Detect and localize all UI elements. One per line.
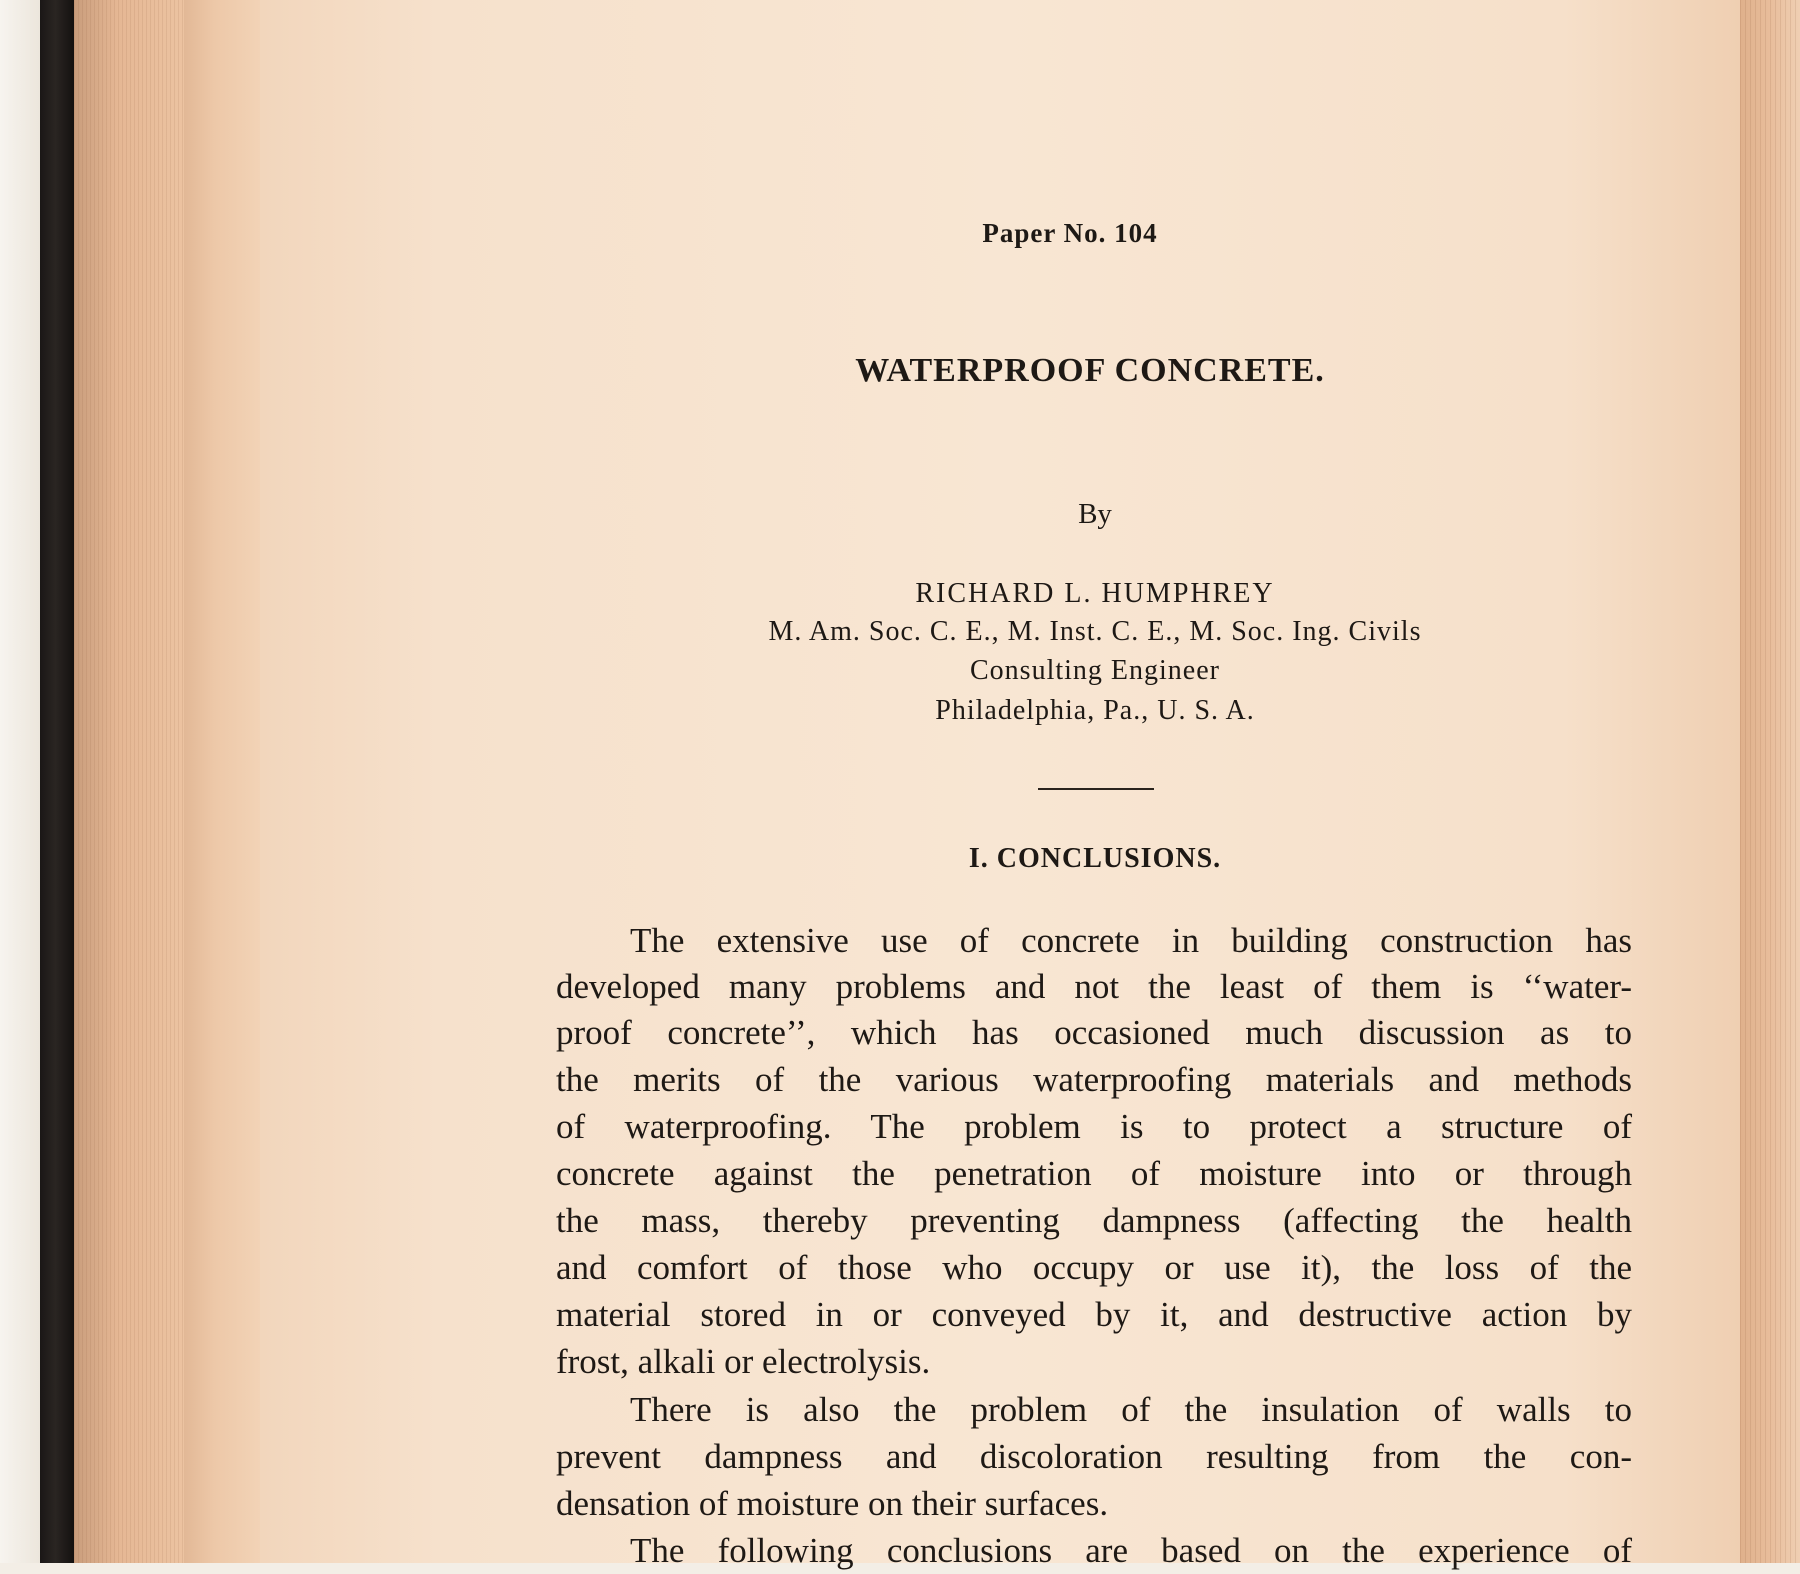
body-line: frost, alkali or electrolysis.	[556, 1342, 931, 1381]
body-line: The extensive use of concrete in building construction has	[630, 921, 1632, 960]
body-line: the mass, thereby preventing dampness (affecting the health	[556, 1201, 1632, 1240]
body-line: and comfort of those who occupy or use it), the loss of the	[556, 1248, 1632, 1287]
section-heading: I. CONCLUSIONS.	[968, 843, 1222, 874]
paper-title: WATERPROOF CONCRETE.	[855, 352, 1325, 389]
divider-rule	[1038, 788, 1154, 790]
body-line: developed many problems and not the least of them is ‘‘water-	[556, 967, 1632, 1006]
body-line: the merits of the various waterproofing materials and methods	[556, 1060, 1632, 1099]
body-line: proof concrete’’, which has occasioned much discussion as to	[556, 1013, 1632, 1052]
right-page-edge	[1740, 0, 1800, 1563]
author-credentials: M. Am. Soc. C. E., M. Inst. C. E., M. Soc. Ing. Civils	[768, 616, 1422, 647]
author-profession: Consulting Engineer	[970, 655, 1220, 686]
byline: By	[1078, 498, 1112, 530]
background-left	[0, 0, 40, 1563]
author-location: Philadelphia, Pa., U. S. A.	[935, 695, 1255, 726]
body-line: material stored in or conveyed by it, and destructive action by	[556, 1295, 1632, 1334]
gutter-shadow	[184, 0, 260, 1563]
body-line: concrete against the penetration of moisture into or through	[556, 1154, 1632, 1193]
body-line: of waterproofing. The problem is to protect a structure of	[556, 1107, 1632, 1146]
body-line: There is also the problem of the insulation of walls to	[630, 1390, 1632, 1429]
author-name: RICHARD L. HUMPHREY	[915, 578, 1275, 609]
body-line: prevent dampness and discoloration resulting from the con-	[556, 1437, 1632, 1476]
body-line: The following conclusions are based on the experience of	[630, 1531, 1632, 1570]
paper-number: Paper No. 104	[982, 218, 1158, 248]
book-spine	[40, 0, 74, 1563]
body-line: densation of moisture on their surfaces.	[556, 1484, 1109, 1523]
page-stack-edge	[74, 0, 184, 1563]
